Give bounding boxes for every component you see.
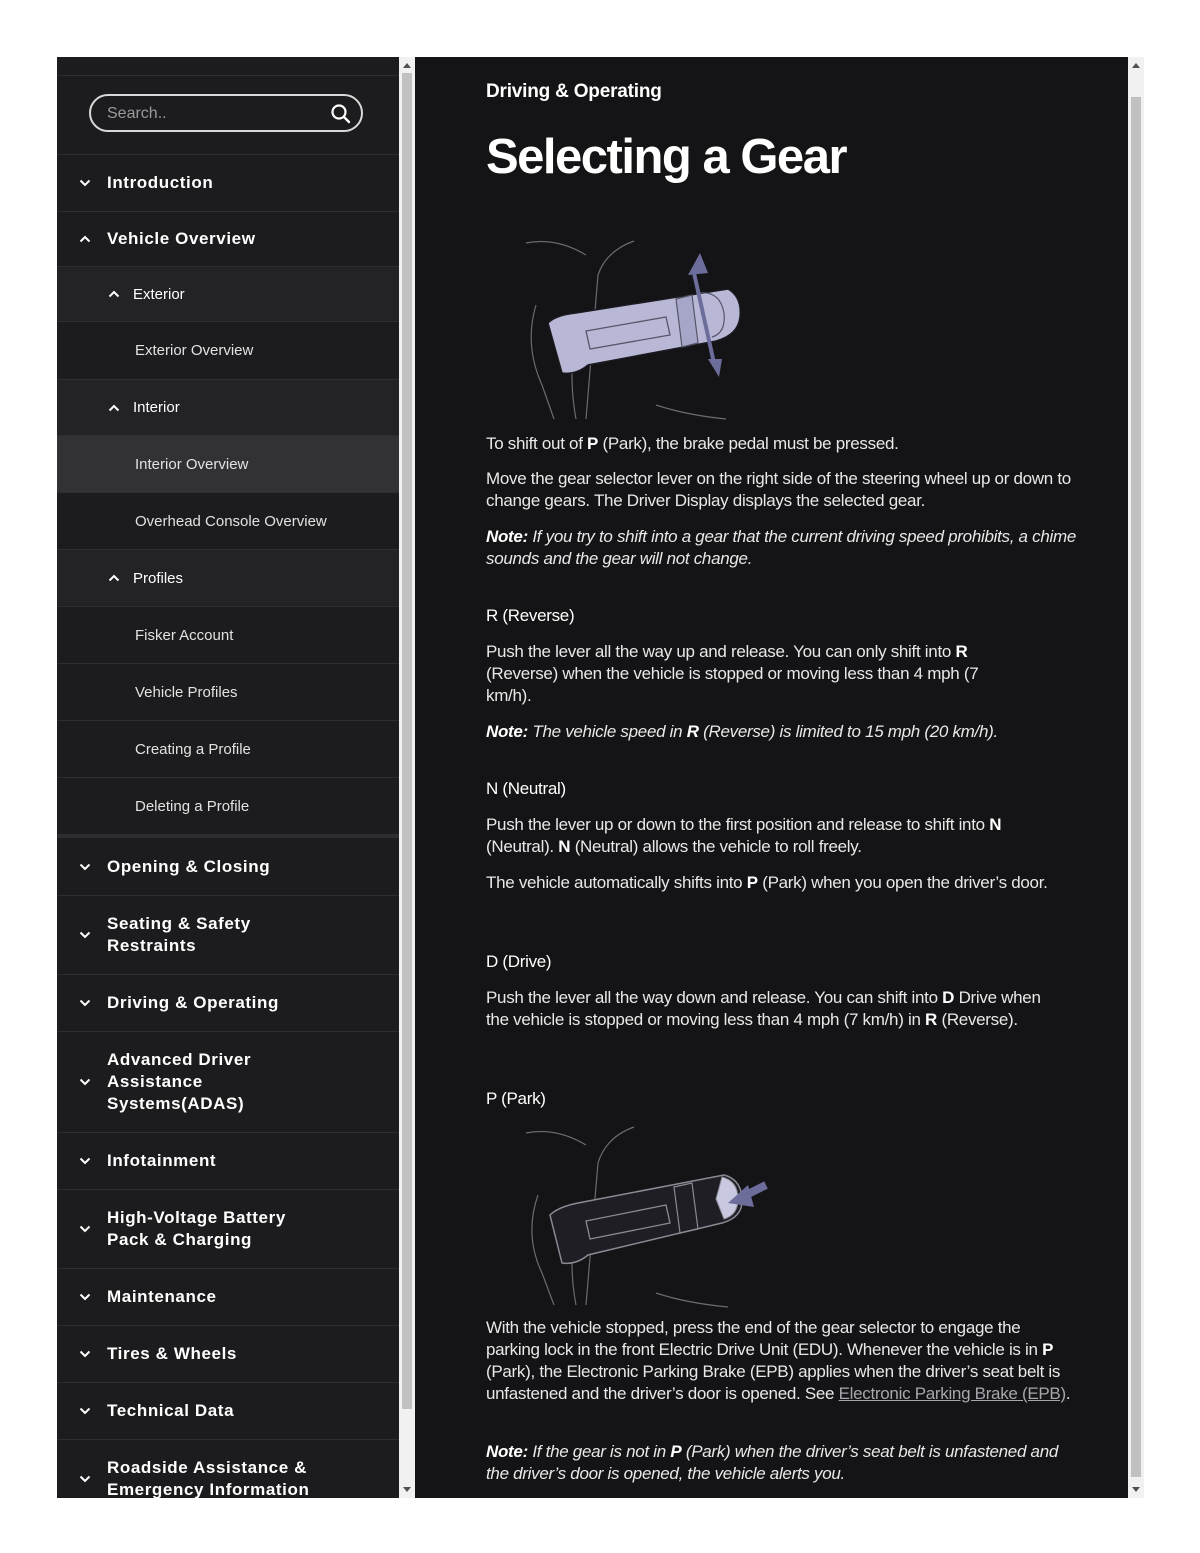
heading-drive: D (Drive) bbox=[486, 952, 552, 971]
sidebar-item-label: Vehicle Overview bbox=[107, 229, 256, 248]
chevron-up-icon bbox=[108, 290, 120, 298]
search-area bbox=[57, 76, 399, 155]
sidebar-item-label: Exterior Overview bbox=[135, 342, 254, 359]
sidebar-item-label: Driving & Operating bbox=[107, 993, 279, 1012]
sidebar-item-tires-wheels[interactable] bbox=[57, 1326, 399, 1383]
drive-paragraph: Push the lever all the way down and release. You can shift into D Drive when the vehicle is stopped or moving less than 4 mph (7 km/h) in R (Reverse). bbox=[486, 988, 1041, 1029]
park-paragraph: With the vehicle stopped, press the end of the gear selector to engage the parking lock in the front Electric Drive Unit (EDU). Whenever the vehicle is in P (Park), the Electronic Parking Brake (EPB) applies when the driver’s seat belt is unfastened and the driver’s door is opened. See Electronic Parking Brake (EPB). bbox=[486, 1318, 1071, 1403]
intro-paragraph-2: Move the gear selector lever on the right side of the steering wheel up or down to change gears. The Driver Display displays the selected gear. bbox=[486, 469, 1071, 510]
sidebar-item-exterior[interactable] bbox=[57, 267, 399, 322]
scroll-up-arrow-icon[interactable] bbox=[403, 63, 411, 68]
sidebar-item-seating-safety[interactable] bbox=[57, 896, 399, 975]
scroll-down-arrow-icon[interactable] bbox=[1132, 1487, 1140, 1492]
sidebar-item-label: Introduction bbox=[107, 173, 214, 192]
scroll-up-arrow-icon[interactable] bbox=[1132, 63, 1140, 68]
chevron-down-icon bbox=[79, 863, 91, 871]
sidebar-item-profiles[interactable] bbox=[57, 550, 399, 607]
chevron-down-icon bbox=[79, 1078, 91, 1086]
neutral-paragraph-1: Push the lever up or down to the first position and release to shift into N (Neutral). N (Neutral) allows the vehicle to roll freely. bbox=[486, 815, 1002, 856]
main-scrollbar[interactable] bbox=[1128, 57, 1144, 1498]
heading-reverse: R (Reverse) bbox=[486, 606, 575, 625]
sidebar-item-adas[interactable] bbox=[57, 1032, 399, 1133]
breadcrumb[interactable]: Driving & Operating bbox=[486, 81, 662, 102]
sidebar-item-label: Tires & Wheels bbox=[107, 1344, 237, 1363]
sidebar-item-label: Overhead Console Overview bbox=[135, 512, 327, 530]
heading-neutral: N (Neutral) bbox=[486, 779, 566, 798]
sidebar-item-label: Deleting a Profile bbox=[135, 797, 250, 815]
reverse-paragraph: Push the lever all the way up and release. You can only shift into R (Reverse) when the vehicle is stopped or moving less than 4 mph (7 km/h). bbox=[486, 642, 979, 705]
search-icon[interactable] bbox=[331, 104, 351, 124]
intro-paragraph-1: To shift out of P (Park), the brake pedal must be pressed. bbox=[486, 434, 899, 453]
page-title: Selecting a Gear bbox=[486, 130, 847, 184]
sidebar-item-creating-a-profile[interactable] bbox=[57, 721, 399, 778]
sidebar-item-label: Vehicle Profiles bbox=[135, 683, 238, 701]
chevron-down-icon bbox=[79, 1293, 91, 1301]
chevron-up-icon bbox=[108, 574, 120, 582]
sidebar-item-technical-data[interactable] bbox=[57, 1383, 399, 1440]
chevron-down-icon bbox=[79, 931, 91, 939]
sidebar-item-label: Advanced Driver Assistance Systems(ADAS) bbox=[107, 1050, 252, 1113]
sidebar-item-label: High-Voltage Battery Pack & Charging bbox=[107, 1208, 286, 1249]
gear-lever-press-end-illustration bbox=[516, 1123, 776, 1309]
neutral-paragraph-2: The vehicle automatically shifts into P (Park) when you open the driver’s door. bbox=[486, 873, 1048, 892]
sidebar-item-infotainment[interactable] bbox=[57, 1133, 399, 1190]
sidebar-item-roadside-assistance[interactable] bbox=[57, 1440, 399, 1498]
search-box[interactable] bbox=[89, 94, 363, 132]
sidebar-item-opening-closing[interactable] bbox=[57, 835, 399, 896]
note-gear-prohibited: Note: If you try to shift into a gear that the current driving speed prohibits, a chime sounds and the gear will not change. bbox=[486, 527, 1076, 568]
sidebar-item-driving-operating[interactable] bbox=[57, 975, 399, 1032]
sidebar-item-label: Roadside Assistance & Emergency Information bbox=[107, 1458, 310, 1498]
epb-link[interactable]: Electronic Parking Brake (EPB) bbox=[838, 1384, 1066, 1403]
note-reverse-speed: Note: The vehicle speed in R (Reverse) is limited to 15 mph (20 km/h). bbox=[486, 722, 998, 741]
chevron-down-icon bbox=[79, 1225, 91, 1233]
sidebar-item-exterior-overview[interactable] bbox=[57, 322, 399, 380]
sidebar-item-label: Infotainment bbox=[107, 1151, 217, 1170]
sidebar-scroll-thumb[interactable] bbox=[402, 73, 412, 1409]
sidebar-item-fisker-account[interactable] bbox=[57, 607, 399, 664]
main-scroll-thumb[interactable] bbox=[1131, 97, 1141, 1477]
sidebar bbox=[57, 57, 399, 1498]
sidebar-item-maintenance[interactable] bbox=[57, 1269, 399, 1326]
sidebar-item-label: Seating & Safety Restraints bbox=[107, 914, 251, 955]
sidebar-item-hv-battery[interactable] bbox=[57, 1190, 399, 1269]
sidebar-item-vehicle-overview[interactable] bbox=[57, 212, 399, 267]
sidebar-item-label: Profiles bbox=[133, 569, 184, 587]
sidebar-item-interior-overview[interactable] bbox=[57, 436, 399, 493]
chevron-up-icon bbox=[108, 404, 120, 412]
sidebar-item-label: Exterior bbox=[133, 285, 185, 303]
chevron-down-icon bbox=[79, 999, 91, 1007]
chevron-down-icon bbox=[79, 1350, 91, 1358]
sidebar-item-deleting-a-profile[interactable] bbox=[57, 778, 399, 835]
note-park-alert: Note: If the gear is not in P (Park) when the driver’s seat belt is unfastened and the driver’s door is opened, the vehicle alerts you. bbox=[486, 1442, 1059, 1483]
sidebar-item-introduction[interactable] bbox=[57, 155, 399, 212]
scroll-down-arrow-icon[interactable] bbox=[403, 1487, 411, 1492]
sidebar-item-label: Interior bbox=[133, 399, 180, 416]
sidebar-item-label: Opening & Closing bbox=[107, 856, 271, 876]
sidebar-item-label: Maintenance bbox=[107, 1287, 217, 1306]
sidebar-scrollbar[interactable] bbox=[399, 57, 415, 1498]
chevron-down-icon bbox=[79, 179, 91, 187]
chevron-up-icon bbox=[79, 235, 91, 243]
sidebar-item-label: Fisker Account bbox=[135, 626, 234, 644]
sidebar-top-divider bbox=[57, 57, 399, 76]
sidebar-item-label: Technical Data bbox=[107, 1401, 235, 1420]
search-input[interactable] bbox=[105, 102, 309, 126]
chevron-down-icon bbox=[79, 1407, 91, 1415]
sidebar-item-interior[interactable] bbox=[57, 380, 399, 436]
sidebar-item-vehicle-profiles[interactable] bbox=[57, 664, 399, 721]
heading-park: P (Park) bbox=[486, 1089, 546, 1108]
main-content bbox=[415, 57, 1128, 1498]
sidebar-item-overhead-console-overview[interactable] bbox=[57, 493, 399, 550]
sidebar-item-label: Interior Overview bbox=[135, 455, 249, 473]
chevron-down-icon bbox=[79, 1475, 91, 1483]
sidebar-item-label: Creating a Profile bbox=[135, 740, 251, 758]
gear-lever-up-down-illustration bbox=[516, 235, 756, 421]
chevron-down-icon bbox=[79, 1157, 91, 1165]
